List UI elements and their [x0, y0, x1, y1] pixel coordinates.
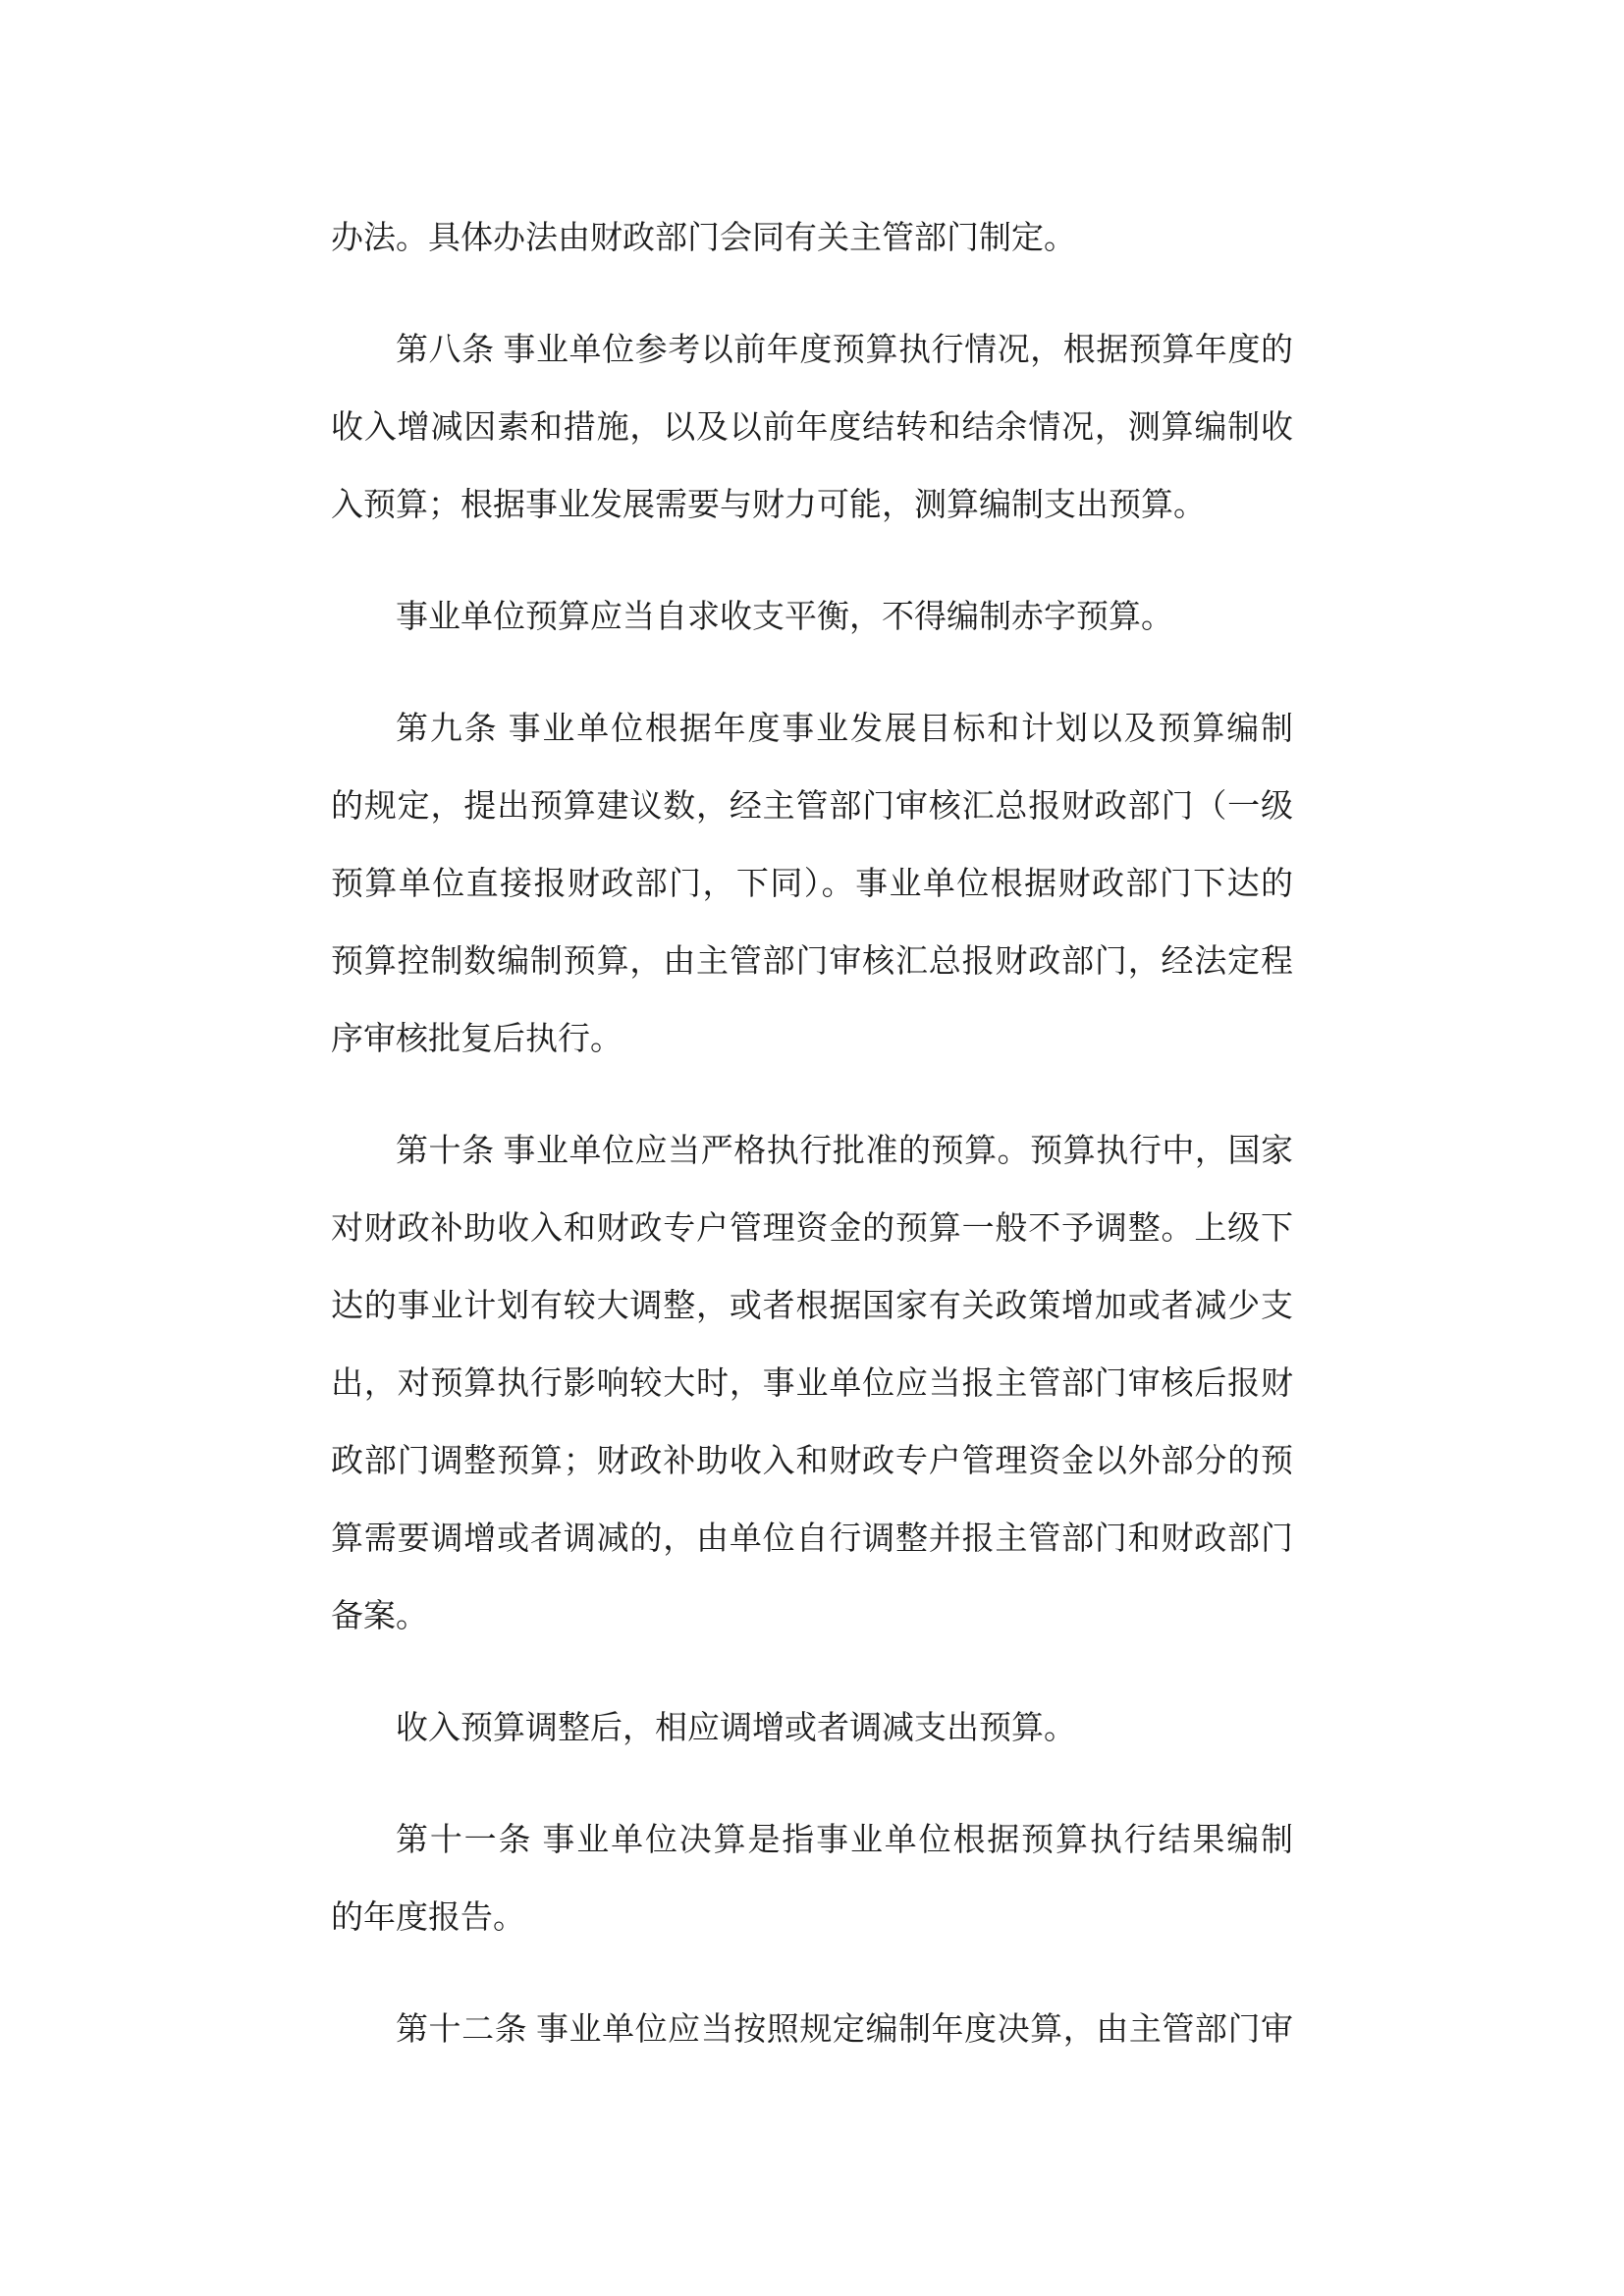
- text-line: 预算控制数编制预算，由主管部门审核汇总报财政部门，经法定程: [331, 944, 1293, 980]
- paragraph-article-11: [331, 1802, 1293, 1957]
- text-line: 收入增减因素和措施，以及以前年度结转和结余情况，测算编制收: [331, 410, 1293, 446]
- document-text-block: [331, 200, 1293, 2104]
- text-line: 算需要调增或者调减的，由单位自行调整并报主管部门和财政部门: [331, 1522, 1293, 1557]
- text-line: 第九条 事业单位根据年度事业发展目标和计划以及预算编制: [396, 712, 1293, 747]
- text-line: 办法。具体办法由财政部门会同有关主管部门制定。: [331, 221, 1076, 256]
- paragraph-article-12-partial: [331, 1992, 1293, 2069]
- text-line: 预算单位直接报财政部门，下同）。事业单位根据财政部门下达的: [331, 867, 1293, 902]
- text-line: 第十二条 事业单位应当按照规定编制年度决算，由主管部门审: [396, 2012, 1293, 2048]
- text-line: 第十一条 事业单位决算是指事业单位根据预算执行结果编制: [396, 1823, 1293, 1858]
- text-line: 第十条 事业单位应当严格执行批准的预算。预算执行中，国家: [396, 1134, 1293, 1169]
- text-line: 序审核批复后执行。: [331, 1022, 623, 1057]
- text-line: 对财政补助收入和财政专户管理资金的预算一般不予调整。上级下: [331, 1211, 1293, 1247]
- paragraph-continuation-paragraph: [331, 200, 1293, 278]
- paragraph-article-10-clause-2: [331, 1690, 1293, 1768]
- paragraph-article-10: [331, 1113, 1293, 1656]
- text-line: 第八条 事业单位参考以前年度预算执行情况，根据预算年度的: [396, 333, 1293, 368]
- paragraph-article-9: [331, 691, 1293, 1079]
- text-line: 的规定，提出预算建议数，经主管部门审核汇总报财政部门（一级: [331, 789, 1293, 825]
- text-line: 政部门调整预算；财政补助收入和财政专户管理资金以外部分的预: [331, 1444, 1293, 1479]
- paragraph-article-8: [331, 312, 1293, 545]
- text-line: 事业单位预算应当自求收支平衡，不得编制赤字预算。: [396, 600, 1173, 635]
- text-line: 备案。: [331, 1599, 428, 1634]
- text-line: 的年度报告。: [331, 1900, 525, 1936]
- text-line: 入预算；根据事业发展需要与财力可能，测算编制支出预算。: [331, 488, 1206, 523]
- text-line: 收入预算调整后，相应调增或者调减支出预算。: [396, 1711, 1076, 1746]
- text-line: 出，对预算执行影响较大时，事业单位应当报主管部门审核后报财: [331, 1366, 1293, 1402]
- text-line: 达的事业计划有较大调整，或者根据国家有关政策增加或者减少支: [331, 1289, 1293, 1324]
- paragraph-article-8-clause-2: [331, 579, 1293, 657]
